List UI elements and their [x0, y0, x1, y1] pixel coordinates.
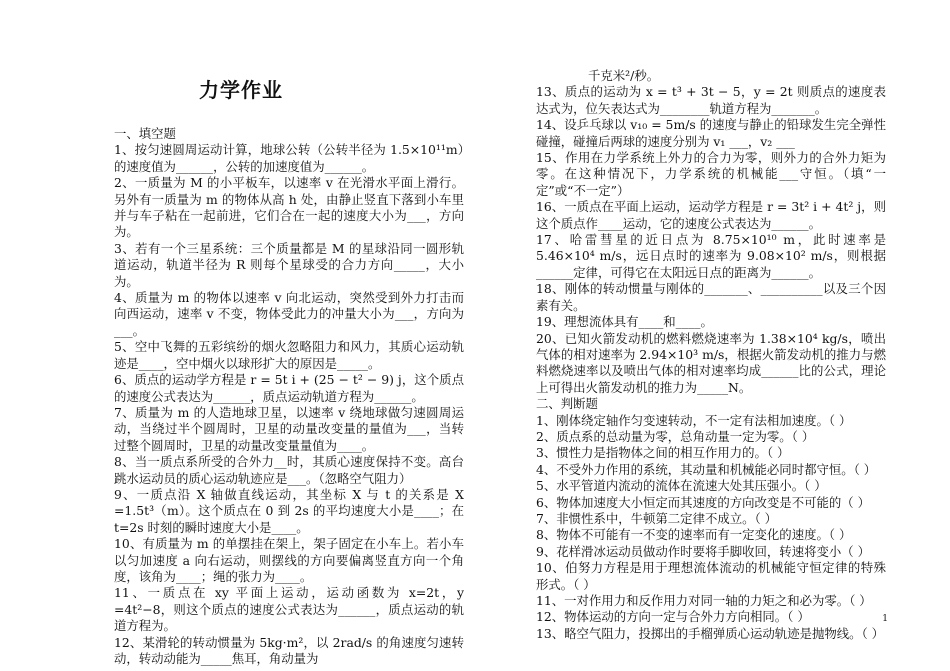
question-12: 12、某滑轮的转动惯量为 5kg·m²，以 2rad/s 的角速度匀速转动，转动动能为_____焦耳，角动量为: [114, 634, 464, 666]
judge-1: 1、刚体绕定轴作匀变速转动，不一定有法相加速度。（ ）: [536, 412, 852, 428]
judge-3: 3、惯性力是指物体之间的相互作用力的。（ ）: [536, 445, 790, 461]
question-14: 14、设乒乓球以 v₁₀ = 5m/s 的速度与静止的铅球发生完全弹性碰撞，碰撞后两球的速度分别为 v₁ ___，v₂ ___: [536, 117, 886, 149]
question-3: 3、若有一个三星系统：三个质量都是 M 的星球沿同一圆形轨道运动，轨道半径为 R 则每个星球受的合力方向_____，大小为。: [114, 240, 464, 289]
judge-11: 11、一对作用力和反作用力对同一轴的力矩之和必为零。（ ）: [536, 593, 872, 608]
judge-7: 7、非惯性系中，牛顿第二定律不成立。（ ）: [536, 510, 778, 526]
question-2: 2、一质量为 M 的小平板车，以速率 v 在光滑水平面上滑行。另外有一质量为 m 的物体从高 h 处，由静止竖直下落到小车里并与车子粘在一起前进，它们合在一起的速度大小为___，方向为。: [114, 175, 464, 240]
section-fill-blank: 一、填空题: [114, 126, 176, 141]
judge-12: 12、物体运动的方向一定与合外力方向相同。（ ）: [536, 609, 810, 625]
judge-2: 2、质点系的总动量为零，总角动量一定为零。（ ）: [536, 428, 815, 444]
judge-9: 9、花样滑冰运动员做动作时要将手脚收回，转速将变小（ ）: [536, 543, 870, 559]
judge-6: 6、物体加速度大小恒定而其速度的方向改变是不可能的（ ）: [536, 494, 870, 510]
left-column: [114, 126, 464, 667]
question-10: 10、有质量为 m 的单摆挂在架上，架子固定在小车上。若小车以匀加速度 a 向右运动，则摆线的方向要偏离竖直方向一个角度，该角为____；绳的张力为____。: [114, 536, 464, 584]
question-13: 13、质点的运动为 x = t³ + 3t − 5，y = 2t 则质点的速度表达式为，位矢表达式为________轨道方程为_______。: [536, 84, 886, 116]
question-15: 15、作用在力学系统上外力的合力为零，则外力的合外力矩为零。在这种情况下，力学系统的机械能___守恒。（填“一定”或“不一定”）: [536, 150, 886, 198]
question-4: 4、质量为 m 的物体以速率 v 向北运动，突然受到外力打击而向西运动，速率 v 不变，物体受此力的冲量大小为___，方向为___。: [114, 290, 464, 338]
continued-line: 千克米²/秒。: [588, 68, 660, 83]
question-7: 7、质量为 m 的人造地球卫星，以速率 v 绕地球做匀速圆周运动，当绕过半个圆周时，卫星的动量改变量的量值为___，当转过整个圆周时，卫星的动量改变量量值为____。: [114, 404, 464, 453]
page-title: 力学作业: [199, 78, 283, 102]
question-1: 1、按匀速圆周运动计算，地球公转（公转半径为 1.5×10¹¹m）的速度值为______，公转的加速度值为______。: [114, 142, 464, 174]
judge-5: 5、水平管道内流动的流体在流速大处其压强小。（ ）: [536, 478, 827, 494]
question-8: 8、当一质点系所受的合外力__时，其质心速度保持不变。高台跳水运动员的质心运动轨迹应是___。（忽略空气阻力）: [114, 454, 464, 486]
question-5: 5、空中飞舞的五彩缤纷的烟火忽略阻力和风力，其质心运动轨迹是____，空中烟火以球形扩大的原因是_____。: [114, 339, 464, 371]
question-18: 18、刚体的转动惯量与刚体的_______、__________以及三个因素有关。: [536, 281, 886, 313]
question-6: 6、质点的运动学方程是 r = 5t i + (25 − t² − 9) j，这个质点的速度公式表达为______，质点运动轨道方程为______。: [114, 372, 464, 404]
question-16: 16、一质点在平面上运动，运动学方程是 r = 3t² i + 4t² j，则这个质点作____运动，它的速度公式表达为______。: [536, 199, 886, 231]
judge-8: 8、物体不可能有一不变的速率而有一定变化的速度。（ ）: [536, 527, 852, 543]
question-19: 19、理想流体具有____和____。: [536, 314, 713, 330]
judge-13: 13、略空气阻力，投掷出的手榴弹质心运动轨迹是抛物线。（ ）: [536, 625, 885, 641]
question-20: 20、已知火箭发动机的燃料燃烧速率为 1.38×10⁴ kg/s，喷出气体的相对速率为 2.94×10³ m/s，根据火箭发动机的推力与燃料燃烧速率以及喷出气体的相对速率均成______比的公式，理论上可得出火箭发动机的推力为_____N。: [536, 330, 886, 395]
right-column: [536, 68, 886, 642]
question-11: 11、一质点在 xy 平面上运动，运动函数为 x=2t，y =4t²−8，则这个质点的速度公式表达为______，质点运动的轨道方程为。: [114, 585, 464, 634]
page-number: 1: [882, 614, 888, 624]
question-17: 17、哈雷彗星的近日点为 8.75×10¹⁰ m，此时速率是 5.46×10⁴ m/s，远日点时的速率为 9.08×10² m/s，则根据______定律，可得它在太阳远日点的距离为______。: [536, 232, 886, 280]
section-true-false: 二、判断题: [536, 396, 598, 412]
question-9: 9、一质点沿 X 轴做直线运动，其坐标 X 与 t 的关系是 X =1.5t³（m）。这个质点在 0 到 2s 的平均速度大小是____；在 t=2s 时刻的瞬时速度大小是____。: [114, 486, 464, 535]
judge-10: 10、伯努力方程是用于理想流体流动的机械能守恒定律的特殊形式。（ ）: [536, 560, 886, 592]
judge-4: 4、不受外力作用的系统，其动量和机械能必同时都守恒。（ ）: [536, 461, 877, 477]
